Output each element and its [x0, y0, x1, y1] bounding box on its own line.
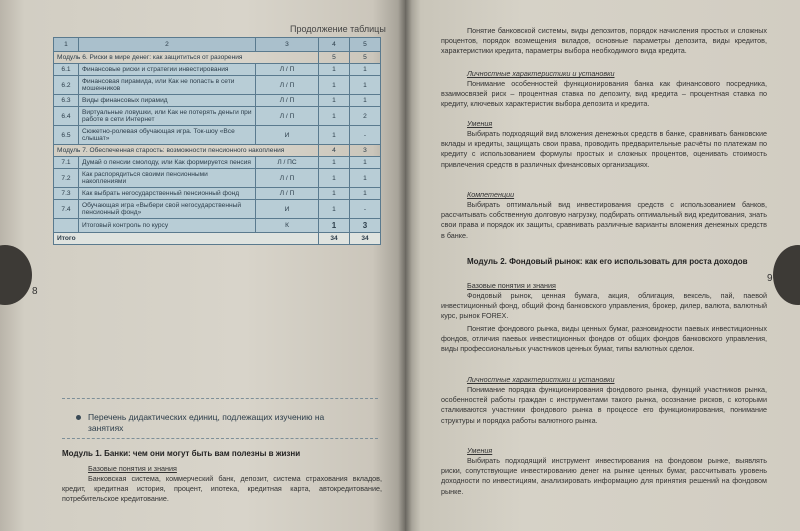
- row-form: Л / П: [256, 188, 319, 200]
- divider-bottom: [62, 438, 378, 439]
- book-spine: [398, 0, 412, 531]
- module1-text: Банковская система, коммерческий банк, депозит, система страхования вкладов, кредит, кредитная история, процент, ипотека, кредитная карта, автокредитование, потребительское кредитование.: [62, 474, 382, 504]
- module-row: [54, 52, 381, 64]
- row-number: 6.1: [54, 64, 79, 76]
- total-row: [54, 233, 381, 245]
- row-hours-a: 1: [319, 76, 350, 95]
- row-number: 6.2: [54, 76, 79, 95]
- paragraph-stock-concepts: Понятие фондового рынка, виды ценных бумаг, разновидности паевых инвестиционных фондов, отличия паевых инвестиционных фондов от общих фондов банковского управления, виды профессиональных участников ценных бумаг, типы валютных сделок.: [441, 324, 767, 354]
- row-topic: Финансовая пирамида, или Как не попасть в сети мошенников: [79, 76, 256, 95]
- row-form: И: [256, 200, 319, 219]
- heading-skills-2: Умения: [467, 446, 493, 455]
- table-row: [54, 219, 381, 233]
- row-hours-b: 1: [350, 188, 381, 200]
- row-hours-a: 1: [319, 64, 350, 76]
- row-form: И: [256, 126, 319, 145]
- row-number: 7.1: [54, 157, 79, 169]
- row-hours-a: 1: [319, 200, 350, 219]
- row-hours-b: -: [350, 126, 381, 145]
- row-number: 6.5: [54, 126, 79, 145]
- paragraph-stock-skills: Выбирать подходящий инструмент инвестирования на фондовом рынке, выявлять риски, сопутствующие инвестированию денег на рынке ценных бумаг, рассчитывать уровень доходности по инвестициям, анализировать информацию для принятия решений на фондовом рынке.: [441, 456, 767, 496]
- row-form: Л / П: [256, 107, 319, 126]
- page-number-left: 8: [32, 286, 38, 297]
- row-topic: Обучающая игра «Выбери свой негосударственный пенсионный фонд»: [79, 200, 256, 219]
- row-number: 6.3: [54, 95, 79, 107]
- table-row: [54, 107, 381, 126]
- row-hours-a: 1: [319, 107, 350, 126]
- paragraph-stock-terms: Фондовый рынок, ценная бумага, акция, облигация, вексель, пай, паевой инвестиционный фонд, общий фонд банковского управления, брокер, дилер, валюта, валютный курс, рынок FOREX.: [441, 291, 767, 321]
- row-hours-b: -: [350, 200, 381, 219]
- row-hours-b: 1: [350, 157, 381, 169]
- table-row: [54, 126, 381, 145]
- module-hours-a: 5: [319, 52, 350, 64]
- paragraph-bank-understanding: Понимание особенностей функционирования банка как финансового посредника, взаимосвязей риск – процентная ставка по депозиту, вид кредита – процентная ставка по кредиту, ключевых характеристик выбора депозита и кредита.: [441, 79, 767, 109]
- module2-title: Модуль 2. Фондовый рынок: как его использовать для роста доходов: [467, 257, 748, 266]
- row-number: 7.3: [54, 188, 79, 200]
- row-hours-b: 1: [350, 76, 381, 95]
- row-topic: Думай о пенсии смолоду, или Как формируется пенсия: [79, 157, 256, 169]
- module-title: Модуль 7. Обеспеченная старость: возможности пенсионного накопления: [54, 145, 319, 157]
- row-hours-a: 1: [319, 219, 350, 233]
- table-header-cell: 1: [54, 38, 79, 52]
- row-hours-a: 1: [319, 126, 350, 145]
- row-topic: Как выбрать негосударственный пенсионный фонд: [79, 188, 256, 200]
- row-hours-b: 2: [350, 107, 381, 126]
- row-topic: Виды финансовых пирамид: [79, 95, 256, 107]
- row-hours-a: 1: [319, 169, 350, 188]
- row-topic: Виртуальные ловушки, или Как не потерять деньги при работе в сети Интернет: [79, 107, 256, 126]
- paragraph-stock-understanding: Понимание порядка функционирования фондового рынка, функций участников рынка, особенностей работы граждан с инструментами такого рынка, осознание рисков, с которыми сталкиваются участники фондового рынка в процессе его функционирования, понимание структуры и порядка работы валютного рынка.: [441, 385, 767, 425]
- table-row: [54, 200, 381, 219]
- divider-top: [62, 398, 378, 399]
- row-number: 7.2: [54, 169, 79, 188]
- total-label: Итого: [54, 233, 319, 245]
- page-number-right: 9: [767, 273, 773, 284]
- row-form: Л / П: [256, 169, 319, 188]
- row-number: [54, 219, 79, 233]
- heading-competencies-1: Компетенции: [467, 190, 515, 199]
- module-title: Модуль 6. Риски в мире денег: как защититься от разорения: [54, 52, 319, 64]
- row-topic: Как распорядиться своими пенсионными накоплениями: [79, 169, 256, 188]
- table-header-cell: 3: [256, 38, 319, 52]
- row-hours-a: 1: [319, 188, 350, 200]
- didactic-units-bullet: [88, 412, 338, 434]
- table-row: [54, 76, 381, 95]
- paragraph-bank-competencies: Выбирать оптимальный вид инвестирования средств с использованием банков, рассчитывать собственную долговую нагрузку, подбирать оптимальный вид кредитования, знать свои права и порядок их защиты, сравнивать различные варианты вложения денежных средств в банке.: [441, 200, 767, 240]
- row-topic: Итоговый контроль по курсу: [79, 219, 256, 233]
- module-hours-a: 34: [319, 233, 350, 245]
- row-number: 6.4: [54, 107, 79, 126]
- continuation-title: Продолжение таблицы: [290, 24, 386, 34]
- module-hours-b: 5: [350, 52, 381, 64]
- table-row: [54, 188, 381, 200]
- page-notch-left: [0, 245, 32, 305]
- module1-subhead: Базовые понятия и знания: [88, 464, 177, 473]
- heading-personal-1: Личностные характеристики и установки: [467, 69, 615, 78]
- table-header-cell: 4: [319, 38, 350, 52]
- row-hours-b: 1: [350, 64, 381, 76]
- module-hours-b: 34: [350, 233, 381, 245]
- row-hours-b: 1: [350, 169, 381, 188]
- row-topic: Сюжетно-ролевая обучающая игра. Ток-шоу «Все слышат»: [79, 126, 256, 145]
- row-topic: Финансовые риски и стратегии инвестирования: [79, 64, 256, 76]
- row-form: Л / П: [256, 76, 319, 95]
- table-row: [54, 157, 381, 169]
- table-row: [54, 169, 381, 188]
- row-hours-a: 1: [319, 157, 350, 169]
- heading-personal-2: Личностные характеристики и установки: [467, 375, 615, 384]
- row-hours-b: 1: [350, 95, 381, 107]
- right-page: [405, 0, 800, 531]
- bullet-text: Перечень дидактических единиц, подлежащих изучению на занятиях: [88, 412, 325, 433]
- paragraph-banking-concepts: Понятие банковской системы, виды депозитов, порядок начисления простых и сложных процентов, порядок возмещения вкладов, основные параметры депозита, виды кредитов, характеристики кредита, параметры выбора необходимого вида кредита.: [441, 26, 767, 56]
- row-form: Л / П: [256, 64, 319, 76]
- module-row: [54, 145, 381, 157]
- heading-basic-2: Базовые понятия и знания: [467, 281, 556, 290]
- heading-skills-1: Умения: [467, 119, 493, 128]
- row-hours-a: 1: [319, 95, 350, 107]
- table-row: [54, 95, 381, 107]
- page-notch-right: [773, 245, 800, 305]
- table-header-cell: 2: [79, 38, 256, 52]
- table-row: [54, 64, 381, 76]
- row-form: Л / П: [256, 95, 319, 107]
- bullet-dot-icon: [76, 415, 81, 420]
- table-header-cell: 5: [350, 38, 381, 52]
- row-form: Л / ПС: [256, 157, 319, 169]
- course-plan-table: [53, 37, 381, 245]
- module-hours-a: 4: [319, 145, 350, 157]
- paragraph-bank-skills: Выбирать подходящий вид вложения денежных средств в банке, сравнивать банковские вклады и кредиты, защищать свои права, проводить предварительные расчёты по платежам по кредиту с использованием формулы простых и сложных процентов, оценивать стоимость привлечения средств в различных финансовых организациях.: [441, 129, 767, 169]
- row-form: К: [256, 219, 319, 233]
- row-hours-b: 3: [350, 219, 381, 233]
- table-header-row: [54, 38, 381, 52]
- row-number: 7.4: [54, 200, 79, 219]
- module-hours-b: 3: [350, 145, 381, 157]
- module1-title: Модуль 1. Банки: чем они могут быть вам полезны в жизни: [62, 449, 301, 458]
